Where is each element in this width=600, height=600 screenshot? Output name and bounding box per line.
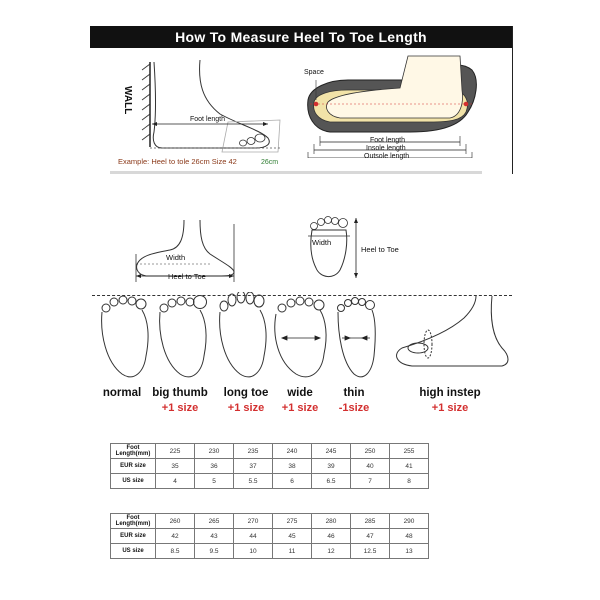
wall-label: WALL: [122, 86, 133, 115]
table-cell: 46: [312, 529, 351, 544]
table-cell: 270: [234, 514, 273, 529]
size-table-2: [110, 513, 429, 559]
table-row: [111, 459, 429, 474]
foot-type-thin-label: thin: [343, 387, 365, 399]
foot-type-long-toe-label: long toe: [223, 387, 269, 399]
table-cell: 240: [273, 444, 312, 459]
row-header: EUR size: [111, 459, 156, 474]
space-label: Space: [304, 69, 324, 76]
top-width-label: Width: [312, 238, 332, 247]
table-cell: 40: [351, 459, 390, 474]
insole-label-insole-length: Insole length: [366, 145, 406, 152]
ruler-value: 26cm: [261, 159, 279, 166]
table-cell: 10: [234, 544, 273, 559]
foot-type-big-thumb-adjust: +1 size: [161, 402, 199, 414]
size-table-1: [110, 443, 429, 489]
table-cell: 5: [195, 474, 234, 489]
divider: [110, 171, 482, 174]
table-cell: 39: [312, 459, 351, 474]
foot-length-label: Foot length: [190, 116, 226, 123]
table-cell: 47: [351, 529, 390, 544]
example-text: Example: Heel to tole 26cm Size 42: [118, 157, 237, 166]
table-cell: 6.5: [312, 474, 351, 489]
top-heel-to-toe-label: Heel to Toe: [361, 245, 399, 254]
insole-label-foot-length: Foot length: [370, 137, 406, 144]
row-header: US size: [111, 474, 156, 489]
table-cell: 8.5: [156, 544, 195, 559]
table-cell: 290: [390, 514, 429, 529]
table-cell: 11: [273, 544, 312, 559]
table-cell: 280: [312, 514, 351, 529]
table-cell: 5.5: [234, 474, 273, 489]
row-header: EUR size: [111, 529, 156, 544]
foot-type-high-instep-label: high instep: [419, 387, 481, 399]
table-cell: 255: [390, 444, 429, 459]
foot-type-big-thumb-label: big thumb: [152, 387, 208, 399]
table-cell: 36: [195, 459, 234, 474]
divider: [512, 26, 513, 174]
foot-type-normal-label: normal: [102, 387, 142, 399]
table-cell: 12: [312, 544, 351, 559]
top-foot-diagram: [300, 212, 370, 284]
table-cell: 285: [351, 514, 390, 529]
table-cell: 42: [156, 529, 195, 544]
table-cell: 225: [156, 444, 195, 459]
insole-label-outsole-length: Outsole length: [364, 153, 410, 160]
foot-type-long-toe-adjust: +1 size: [227, 402, 265, 414]
table-row: [111, 474, 429, 489]
row-header: US size: [111, 544, 156, 559]
table-row: [111, 514, 429, 529]
table-cell: 7: [351, 474, 390, 489]
table-cell: 13: [390, 544, 429, 559]
table-cell: 265: [195, 514, 234, 529]
table-cell: 230: [195, 444, 234, 459]
table-cell: 275: [273, 514, 312, 529]
table-cell: 45: [273, 529, 312, 544]
foot-type-thin-adjust: -1size: [338, 402, 370, 414]
table-cell: 250: [351, 444, 390, 459]
foot-type-wide-label: wide: [287, 387, 313, 399]
table-cell: 8: [390, 474, 429, 489]
table-row: [111, 544, 429, 559]
table-cell: 235: [234, 444, 273, 459]
row-header: Foot Length(mm): [111, 444, 156, 459]
foot-type-sketches: [92, 292, 512, 382]
page-title: How To Measure Heel To Toe Length: [90, 26, 512, 48]
table-cell: 44: [234, 529, 273, 544]
table-cell: 38: [273, 459, 312, 474]
side-width-label: Width: [166, 253, 186, 262]
table-cell: 6: [273, 474, 312, 489]
table-cell: 43: [195, 529, 234, 544]
table-cell: 245: [312, 444, 351, 459]
table-cell: 260: [156, 514, 195, 529]
wall-measure-illustration: [110, 52, 300, 164]
table-cell: 48: [390, 529, 429, 544]
table-cell: 12.5: [351, 544, 390, 559]
side-heel-to-toe-label: Heel to Toe: [168, 272, 206, 281]
foot-type-wide-adjust: +1 size: [281, 402, 319, 414]
table-cell: 9.5: [195, 544, 234, 559]
table-cell: 35: [156, 459, 195, 474]
table-cell: 37: [234, 459, 273, 474]
foot-type-high-instep-adjust: +1 size: [431, 402, 469, 414]
table-cell: 4: [156, 474, 195, 489]
row-header: Foot Length(mm): [111, 514, 156, 529]
table-cell: 41: [390, 459, 429, 474]
table-row: [111, 529, 429, 544]
table-row: [111, 444, 429, 459]
